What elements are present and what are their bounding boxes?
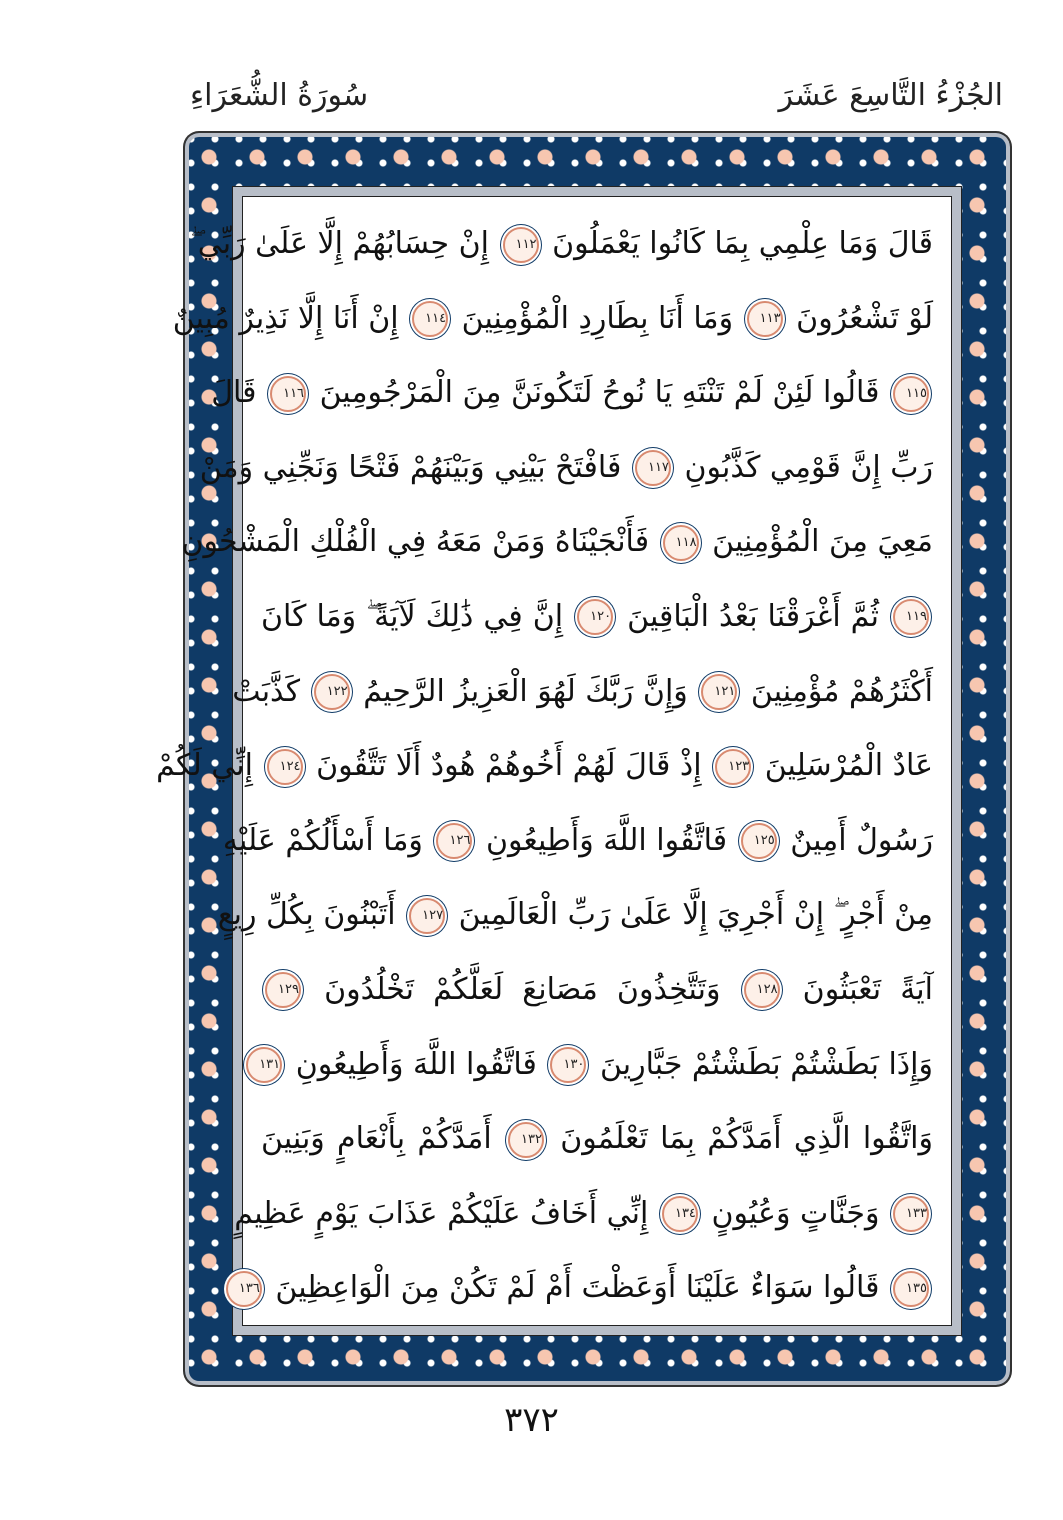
text-line (199, 431, 933, 506)
verse-text: وَإِنَّ رَبَّكَ لَهُوَ الْعَزِيزُ الرَّحِيمُ (363, 673, 688, 709)
text-line (261, 953, 933, 1028)
juz-title: الجُزْءُ التَّاسِعَ عَشَرَ (778, 78, 1003, 113)
ayah-number-marker: ١١٦ (270, 376, 306, 412)
verse-text: وَإِذَا بَطَشْتُمْ بَطَشْتُمْ جَبَّارِينَ (599, 1046, 933, 1082)
ayah-number-marker: ١٢٧ (409, 898, 445, 934)
verse-text: أَمَدَّكُمْ بِأَنْعَامٍ وَبَنِينَ (261, 1121, 492, 1157)
verse-text: إِنِّي أَخَافُ عَلَيْكُمْ عَذَابَ يَوْمٍ عَظِيمٍ (234, 1195, 649, 1231)
verse-text: كَذَّبَتْ (232, 673, 301, 709)
ayah-number-marker: ١١٣ (747, 301, 783, 337)
verse-text: رَبِّ إِنَّ قَوْمِي كَذَّبُونِ (684, 449, 933, 485)
ayah-number-marker: ١٢٨ (744, 972, 780, 1008)
text-line (172, 282, 933, 357)
ayah-number-marker: ١٣٤ (662, 1196, 698, 1232)
verse-text: وَاتَّقُوا الَّذِي أَمَدَّكُمْ بِمَا تَعْلَمُونَ (560, 1121, 934, 1157)
verse-text: أَكْثَرُهُمْ مُؤْمِنِينَ (750, 673, 933, 709)
text-line (181, 505, 933, 580)
text-line (190, 207, 933, 282)
verse-text: وَمَا أَسْأَلُكُمْ عَلَيْهِ (222, 822, 423, 858)
ayah-number-marker: ١٣٠ (550, 1047, 586, 1083)
verse-text: أَتَبْنُونَ بِكُلِّ رِيعٍ (217, 897, 396, 933)
text-line (261, 1102, 933, 1177)
quran-text-area (156, 196, 952, 1326)
verse-text: وَمَا أَنَا بِطَارِدِ الْمُؤْمِنِينَ (461, 300, 734, 336)
page-number: ٣٧٢ (504, 1400, 559, 1440)
ayah-number-marker: ١٢٦ (436, 823, 472, 859)
verse-text: مِنْ أَجْرٍ ۖ إِنْ أَجْرِيَ إِلَّا عَلَىٰ رَبِّ الْعَالَمِينَ (458, 897, 933, 933)
ayah-number-marker: ١٢٠ (577, 599, 613, 635)
verse-text: آيَةً تَعْبَثُونَ (802, 971, 933, 1007)
verse-text: وَتَتَّخِذُونَ مَصَانِعَ لَعَلَّكُمْ تَخْلُدُونَ (324, 971, 721, 1007)
verse-text: عَادٌ الْمُرْسَلِينَ (764, 748, 933, 784)
ayah-number-marker: ١١٥ (893, 376, 929, 412)
verse-text: ثُمَّ أَغْرَقْنَا بَعْدُ الْبَاقِينَ (627, 598, 879, 634)
verse-text: إِنِّي لَكُمْ (156, 748, 253, 784)
text-line (217, 878, 933, 953)
ayah-number-marker: ١١٢ (503, 227, 539, 263)
ayah-number-marker: ١٣١ (246, 1047, 282, 1083)
verse-text: إِنْ حِسَابُهُمْ إِلَّا عَلَىٰ رَبِّي ۖ (190, 226, 489, 261)
text-line (232, 655, 933, 730)
verse-text: فَاتَّقُوا اللَّهَ وَأَطِيعُونِ (295, 1046, 537, 1082)
verse-text: فَافْتَحْ بَيْنِي وَبَيْنَهُمْ فَتْحًا وَنَجِّنِي وَمَنْ (199, 449, 622, 485)
verse-text: فَاتَّقُوا اللَّهَ وَأَطِيعُونِ (485, 822, 728, 858)
text-line (211, 356, 933, 431)
text-line (156, 729, 933, 804)
ayah-number-marker: ١١٤ (412, 301, 448, 337)
verse-text: مَعِيَ مِنَ الْمُؤْمِنِينَ (712, 524, 933, 560)
ayah-number-marker: ١٣٣ (893, 1196, 929, 1232)
ayah-number-marker: ١٣٦ (226, 1271, 262, 1307)
ayah-number-marker: ١٢٢ (314, 674, 350, 710)
ayah-number-marker: ١٣٥ (893, 1271, 929, 1307)
ayah-number-marker: ١٢١ (701, 674, 737, 710)
ayah-number-marker: ١٣٢ (508, 1122, 544, 1158)
ayah-number-marker: ١٢٣ (715, 749, 751, 785)
verse-text: قَالَ (211, 375, 257, 411)
verse-text: وَجَنَّاتٍ وَعُيُونٍ (711, 1195, 880, 1231)
ayah-number-marker: ١٢٤ (267, 749, 303, 785)
ayah-number-marker: ١٢٥ (741, 823, 777, 859)
text-line (261, 580, 933, 655)
ayah-number-marker: ١٢٩ (265, 972, 301, 1008)
verse-text: لَوْ تَشْعُرُونَ (796, 300, 933, 336)
verse-text: قَالُوا سَوَاءٌ عَلَيْنَا أَوَعَظْتَ أَمْ لَمْ تَكُنْ مِنَ الْوَاعِظِينَ (275, 1270, 880, 1306)
verse-text: رَسُولٌ أَمِينٌ (790, 822, 933, 858)
verse-text: قَالُوا لَئِنْ لَمْ تَنْتَهِ يَا نُوحُ لَتَكُونَنَّ مِنَ الْمَرْجُومِينَ (319, 375, 880, 411)
verse-text: إِنَّ فِي ذَٰلِكَ لَآيَةً ۖ وَمَا كَانَ (261, 598, 564, 634)
text-line (261, 1028, 933, 1103)
text-line (238, 1251, 933, 1326)
verse-text: فَأَنْجَيْنَاهُ وَمَنْ مَعَهُ فِي الْفُلْكِ الْمَشْحُونِ (181, 524, 650, 560)
ayah-number-marker: ١١٨ (663, 525, 699, 561)
verse-text: إِنْ أَنَا إِلَّا نَذِيرٌ مُبِينٌ (172, 300, 399, 336)
text-line (234, 1177, 933, 1252)
text-line (222, 804, 933, 879)
verse-text: إِذْ قَالَ لَهُمْ أَخُوهُمْ هُودٌ أَلَا تَتَّقُونَ (316, 748, 702, 784)
surah-title: سُورَةُ الشُّعَرَاءِ (190, 78, 369, 113)
verse-text: قَالَ وَمَا عِلْمِي بِمَا كَانُوا يَعْمَلُونَ (552, 226, 933, 261)
ayah-number-marker: ١١٧ (635, 450, 671, 486)
ayah-number-marker: ١١٩ (893, 599, 929, 635)
